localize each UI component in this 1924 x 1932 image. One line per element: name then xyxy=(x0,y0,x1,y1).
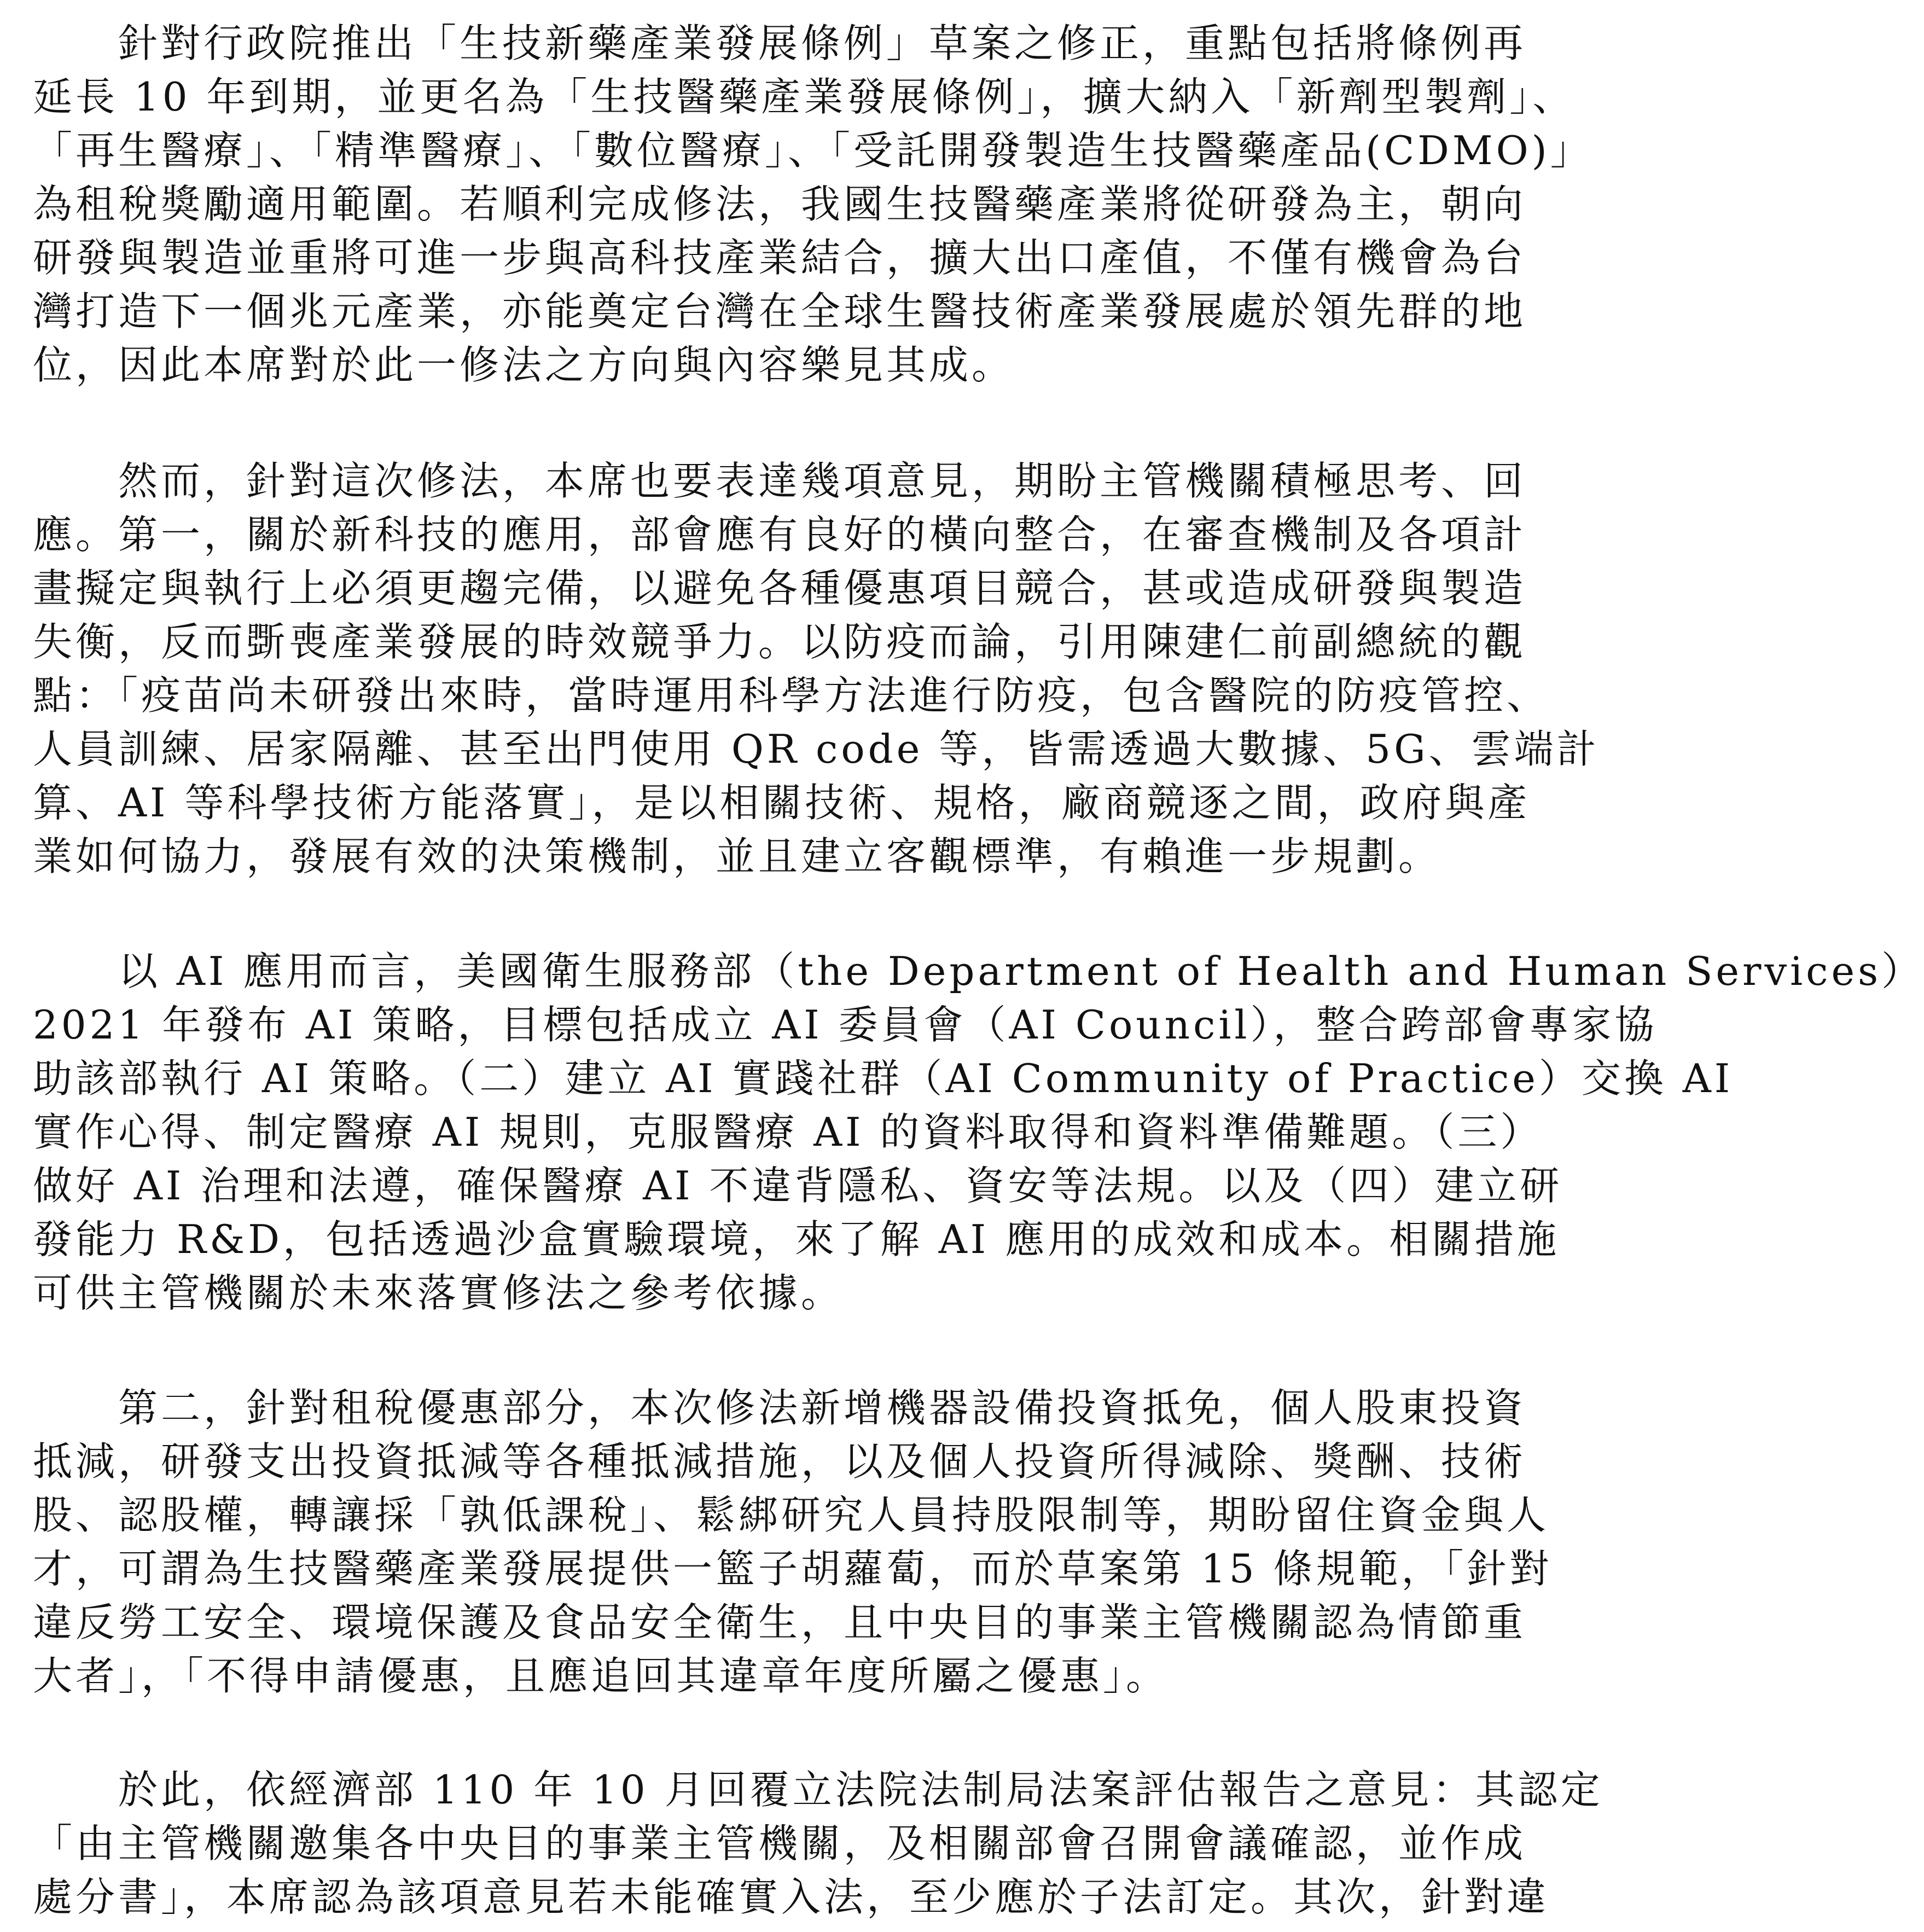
paragraph-line: 處分書」，本席認為該項意見若未能確實入法，至少應於子法訂定。其次，針對違 xyxy=(33,1874,1550,1920)
paragraph-5 xyxy=(33,1763,1603,1924)
paragraph-line: 失衡，反而斲喪產業發展的時效競爭力。以防疫而論，引用陳建仁前副總統的觀 xyxy=(33,619,1527,665)
paragraph-line: 發能力 R&D，包括透過沙盒實驗環境，來了解 AI 應用的成效和成本。相關措施 xyxy=(33,1216,1560,1262)
paragraph-line: 做好 AI 治理和法遵，確保醫療 AI 不違背隱私、資安等法規。以及（四）建立研 xyxy=(33,1163,1563,1209)
paragraph-line: 研發與製造並重將可進一步與高科技產業結合，擴大出口產值，不僅有機會為台 xyxy=(33,235,1527,281)
paragraph-line: 業如何協力，發展有效的決策機制，並且建立客觀標準，有賴進一步規劃。 xyxy=(33,833,1441,879)
paragraph-line: 抵減，研發支出投資抵減等各種抵減措施，以及個人投資所得減除、獎酬、技術 xyxy=(33,1438,1527,1484)
paragraph-line: 為租稅獎勵適用範圍。若順利完成修法，我國生技醫藥產業將從研發為主，朝向 xyxy=(33,181,1527,227)
paragraph-line: 股、認股權，轉讓採「孰低課稅」、鬆綁研究人員持股限制等，期盼留住資金與人 xyxy=(33,1492,1550,1538)
paragraph-line: 算、AI 等科學技術方能落實」，是以相關技術、規格，廠商競逐之間，政府與產 xyxy=(33,780,1531,826)
paragraph-line: 助該部執行 AI 策略。（二）建立 AI 實踐社群（AI Community of Practice）交換 AI xyxy=(33,1055,1734,1101)
paragraph-line: 位，因此本席對於此一修法之方向與內容樂見其成。 xyxy=(33,342,1015,388)
paragraph-line: 於此，依經濟部 110 年 10 月回覆立法院法制局法案評估報告之意見：其認定 xyxy=(33,1767,1603,1813)
document-page xyxy=(33,0,1924,1932)
paragraph-line: 針對行政院推出「生技新藥產業發展條例」草案之修正，重點包括將條例再 xyxy=(33,20,1527,66)
paragraph-line: 「由主管機關邀集各中央目的事業主管機關，及相關部會召開會議確認，並作成 xyxy=(33,1820,1527,1866)
paragraph-line: 點：「疫苗尚未研發出來時，當時運用科學方法進行防疫，包含醫院的防疫管控、 xyxy=(33,672,1550,718)
paragraph-line: 可供主管機關於未來落實修法之參考依據。 xyxy=(33,1270,844,1316)
paragraph-1 xyxy=(33,16,1593,392)
paragraph-line: 「再生醫療」、「精準醫療」、「數位醫療」、「受託開發製造生技醫藥產品(CDMO)」 xyxy=(33,127,1593,173)
paragraph-line: 大者」，「不得申請優惠，且應追回其違章年度所屬之優惠」。 xyxy=(33,1653,1169,1699)
paragraph-line: 然而，針對這次修法，本席也要表達幾項意見，期盼主管機關積極思考、回 xyxy=(33,458,1527,504)
paragraph-line: 應。第一，關於新科技的應用，部會應有良好的橫向整合，在審查機制及各項計 xyxy=(33,512,1527,558)
paragraph-2 xyxy=(33,454,1600,883)
paragraph-line: 人員訓練、居家隔離、甚至出門使用 QR code 等，皆需透過大數據、5G、雲端計 xyxy=(33,726,1600,772)
paragraph-line: 畫擬定與執行上必須更趨完備，以避免各種優惠項目競合，甚或造成研發與製造 xyxy=(33,565,1527,611)
paragraph-line: 2021 年發布 AI 策略，目標包括成立 AI 委員會（AI Council），整合跨部會專家協 xyxy=(33,1002,1658,1048)
paragraph-line: 以 AI 應用而言，美國衛生服務部（the Department of Health and Human Services） xyxy=(33,948,1924,994)
paragraph-line: 第二，針對租稅優惠部分，本次修法新增機器設備投資抵免，個人股東投資 xyxy=(33,1385,1527,1431)
paragraph-line: 灣打造下一個兆元產業，亦能奠定台灣在全球生醫技術產業發展處於領先群的地 xyxy=(33,288,1527,334)
paragraph-line: 延長 10 年到期，並更名為「生技醫藥產業發展條例」，擴大納入「新劑型製劑」、 xyxy=(33,74,1576,120)
paragraph-line: 實作心得、制定醫療 AI 規則，克服醫療 AI 的資料取得和資料準備難題。（三） xyxy=(33,1109,1543,1155)
paragraph-line: 才，可謂為生技醫藥產業發展提供一籃子胡蘿蔔，而於草案第 15 條規範，「針對 xyxy=(33,1546,1553,1592)
paragraph-line: 違反勞工安全、環境保護及食品安全衛生，且中央目的事業主管機關認為情節重 xyxy=(33,1599,1527,1645)
paragraph-3 xyxy=(33,944,1924,1320)
paragraph-4 xyxy=(33,1381,1552,1703)
